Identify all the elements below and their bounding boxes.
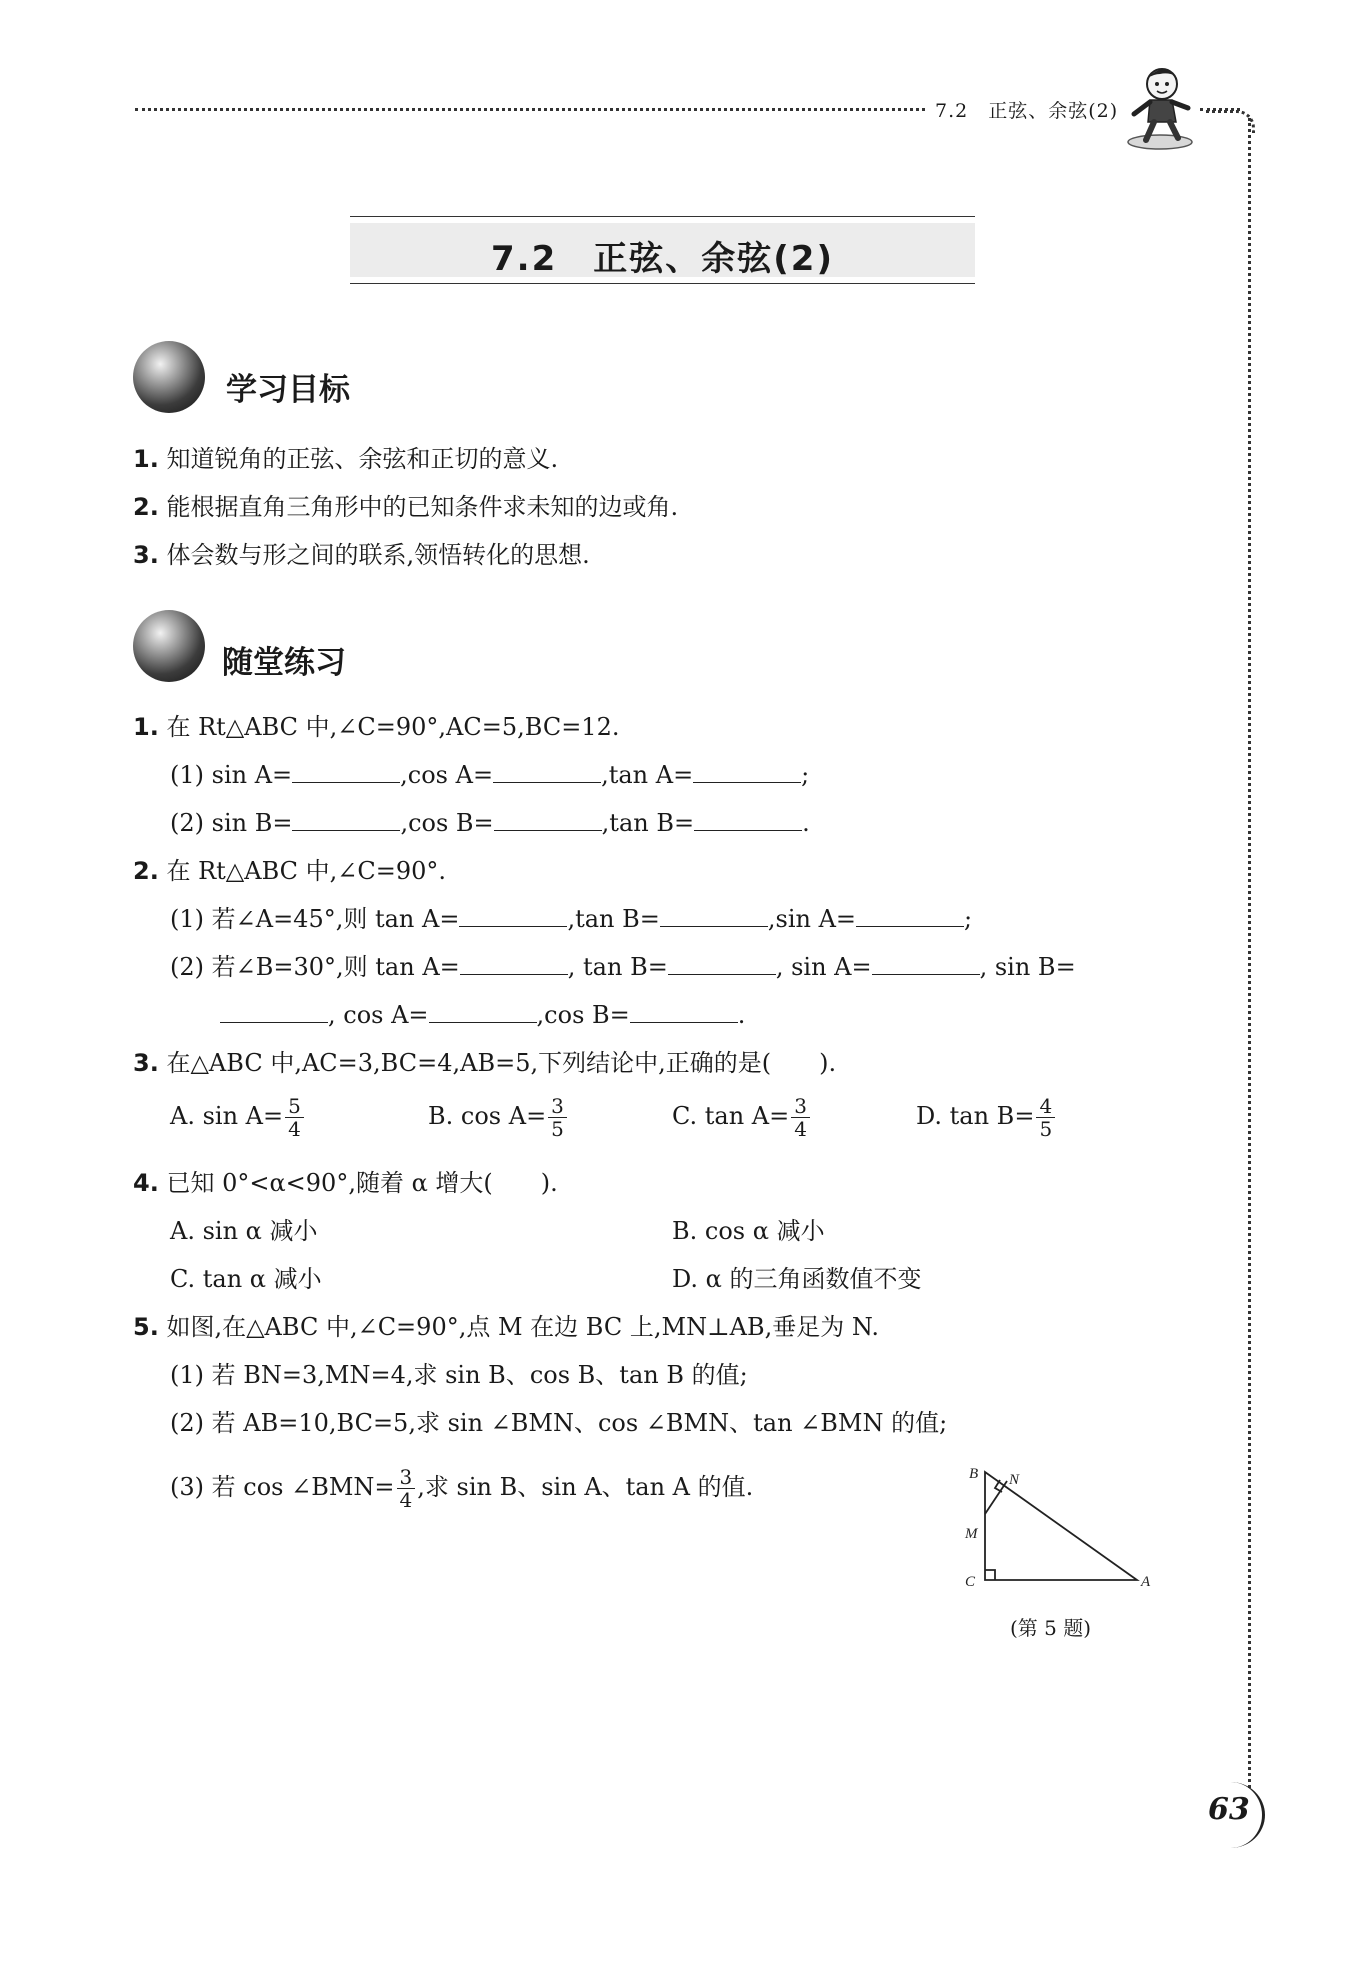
answer-blank[interactable]: [220, 1000, 328, 1023]
answer-blank[interactable]: [459, 904, 567, 927]
section-heading-goals: 学习目标: [226, 372, 350, 408]
globe-icon: [133, 341, 205, 413]
answer-blank[interactable]: [494, 808, 602, 831]
question-4-stem: 4. 已知 0°<α<90°,随着 α 增大( ).: [133, 1169, 558, 1197]
answer-blank[interactable]: [429, 1000, 537, 1023]
question-2-part-2: (2) 若∠B=30°,则 tan A= , tan B= , sin A= , sin B=: [170, 953, 1076, 981]
chapter-title-box: [350, 216, 975, 284]
mascot-icon: [1120, 62, 1200, 152]
answer-blank[interactable]: [460, 952, 568, 975]
choice-option[interactable]: D. α 的三角函数值不变: [672, 1265, 922, 1293]
figure-caption: (第 5 题): [1010, 1616, 1092, 1640]
right-angle-mark-c: [985, 1570, 995, 1580]
question-1-stem: 1. 在 Rt△ABC 中,∠C=90°,AC=5,BC=12.: [133, 713, 620, 741]
label-n: N: [1009, 1472, 1020, 1488]
label-a: A: [1141, 1574, 1151, 1590]
answer-blank[interactable]: [693, 760, 801, 783]
running-title: 7.2 正弦、余弦(2): [935, 100, 1119, 122]
label-b: B: [969, 1466, 979, 1482]
fraction: $\frac{5}{4}$: [285, 1095, 304, 1140]
question-5-part-1: (1) 若 BN=3,MN=4,求 sin B、cos B、tan B 的值;: [170, 1361, 748, 1389]
choice-option[interactable]: B. cos A= $\frac{3}{5}$: [428, 1095, 569, 1140]
choice-option[interactable]: B. cos α 减小: [672, 1217, 825, 1245]
answer-blank[interactable]: [292, 808, 400, 831]
question-3-stem: 3. 在△ABC 中,AC=3,BC=4,AB=5,下列结论中,正确的是( ).: [133, 1049, 837, 1077]
fraction: $\frac{4}{5}$: [1036, 1095, 1055, 1140]
goal-item: 2. 能根据直角三角形中的已知条件求未知的边或角.: [133, 493, 679, 521]
page-number: 63: [1208, 1792, 1250, 1827]
section-heading-practice: 随堂练习: [222, 645, 346, 681]
goal-item: 1. 知道锐角的正弦、余弦和正切的意义.: [133, 445, 559, 473]
choice-option[interactable]: A. sin α 减小: [170, 1217, 318, 1245]
question-1-part-1: (1) sin A= ,cos A= ,tan A= ;: [170, 761, 810, 789]
question-5-stem: 5. 如图,在△ABC 中,∠C=90°,点 M 在边 BC 上,MN⊥AB,垂足为 N.: [133, 1313, 879, 1341]
choice-option[interactable]: D. tan B= $\frac{4}{5}$: [916, 1095, 1057, 1140]
chapter-title: 7.2 正弦、余弦(2): [491, 239, 834, 279]
answer-blank[interactable]: [630, 1000, 738, 1023]
triangle-abc: [985, 1472, 1137, 1580]
goal-item: 3. 体会数与形之间的联系,领悟转化的思想.: [133, 541, 590, 569]
answer-blank[interactable]: [493, 760, 601, 783]
label-m: M: [965, 1526, 978, 1542]
fraction: $\frac{3}{4}$: [397, 1466, 416, 1511]
header-dotted-rule: [135, 108, 925, 111]
fraction: $\frac{3}{5}$: [548, 1095, 567, 1140]
fraction: $\frac{3}{4}$: [791, 1095, 810, 1140]
margin-dotted-rule: [1248, 118, 1251, 1788]
choice-option[interactable]: C. tan A= $\frac{3}{4}$: [672, 1095, 812, 1140]
answer-blank[interactable]: [660, 904, 768, 927]
triangle-figure: [955, 1462, 1165, 1602]
question-2-stem: 2. 在 Rt△ABC 中,∠C=90°.: [133, 857, 447, 885]
question-5-part-2: (2) 若 AB=10,BC=5,求 sin ∠BMN、cos ∠BMN、tan ∠BMN 的值;: [170, 1409, 948, 1437]
answer-blank[interactable]: [292, 760, 400, 783]
question-1-part-2: (2) sin B= ,cos B= ,tan B= .: [170, 809, 810, 837]
question-2-part-1: (1) 若∠A=45°,则 tan A= ,tan B= ,sin A= ;: [170, 905, 973, 933]
answer-blank[interactable]: [856, 904, 964, 927]
question-2-part-2-cont: , cos A= ,cos B= .: [220, 1000, 745, 1030]
answer-blank[interactable]: [668, 952, 776, 975]
choice-option[interactable]: A. sin A= $\frac{5}{4}$: [170, 1095, 306, 1140]
label-c: C: [965, 1574, 976, 1590]
question-5-part-3: (3) 若 cos ∠BMN= $\frac{3}{4}$ ,求 sin B、sin A、tan A 的值.: [170, 1465, 754, 1512]
answer-blank[interactable]: [694, 808, 802, 831]
choice-option[interactable]: C. tan α 减小: [170, 1265, 322, 1293]
answer-blank[interactable]: [872, 952, 980, 975]
globe-icon: [133, 610, 205, 682]
